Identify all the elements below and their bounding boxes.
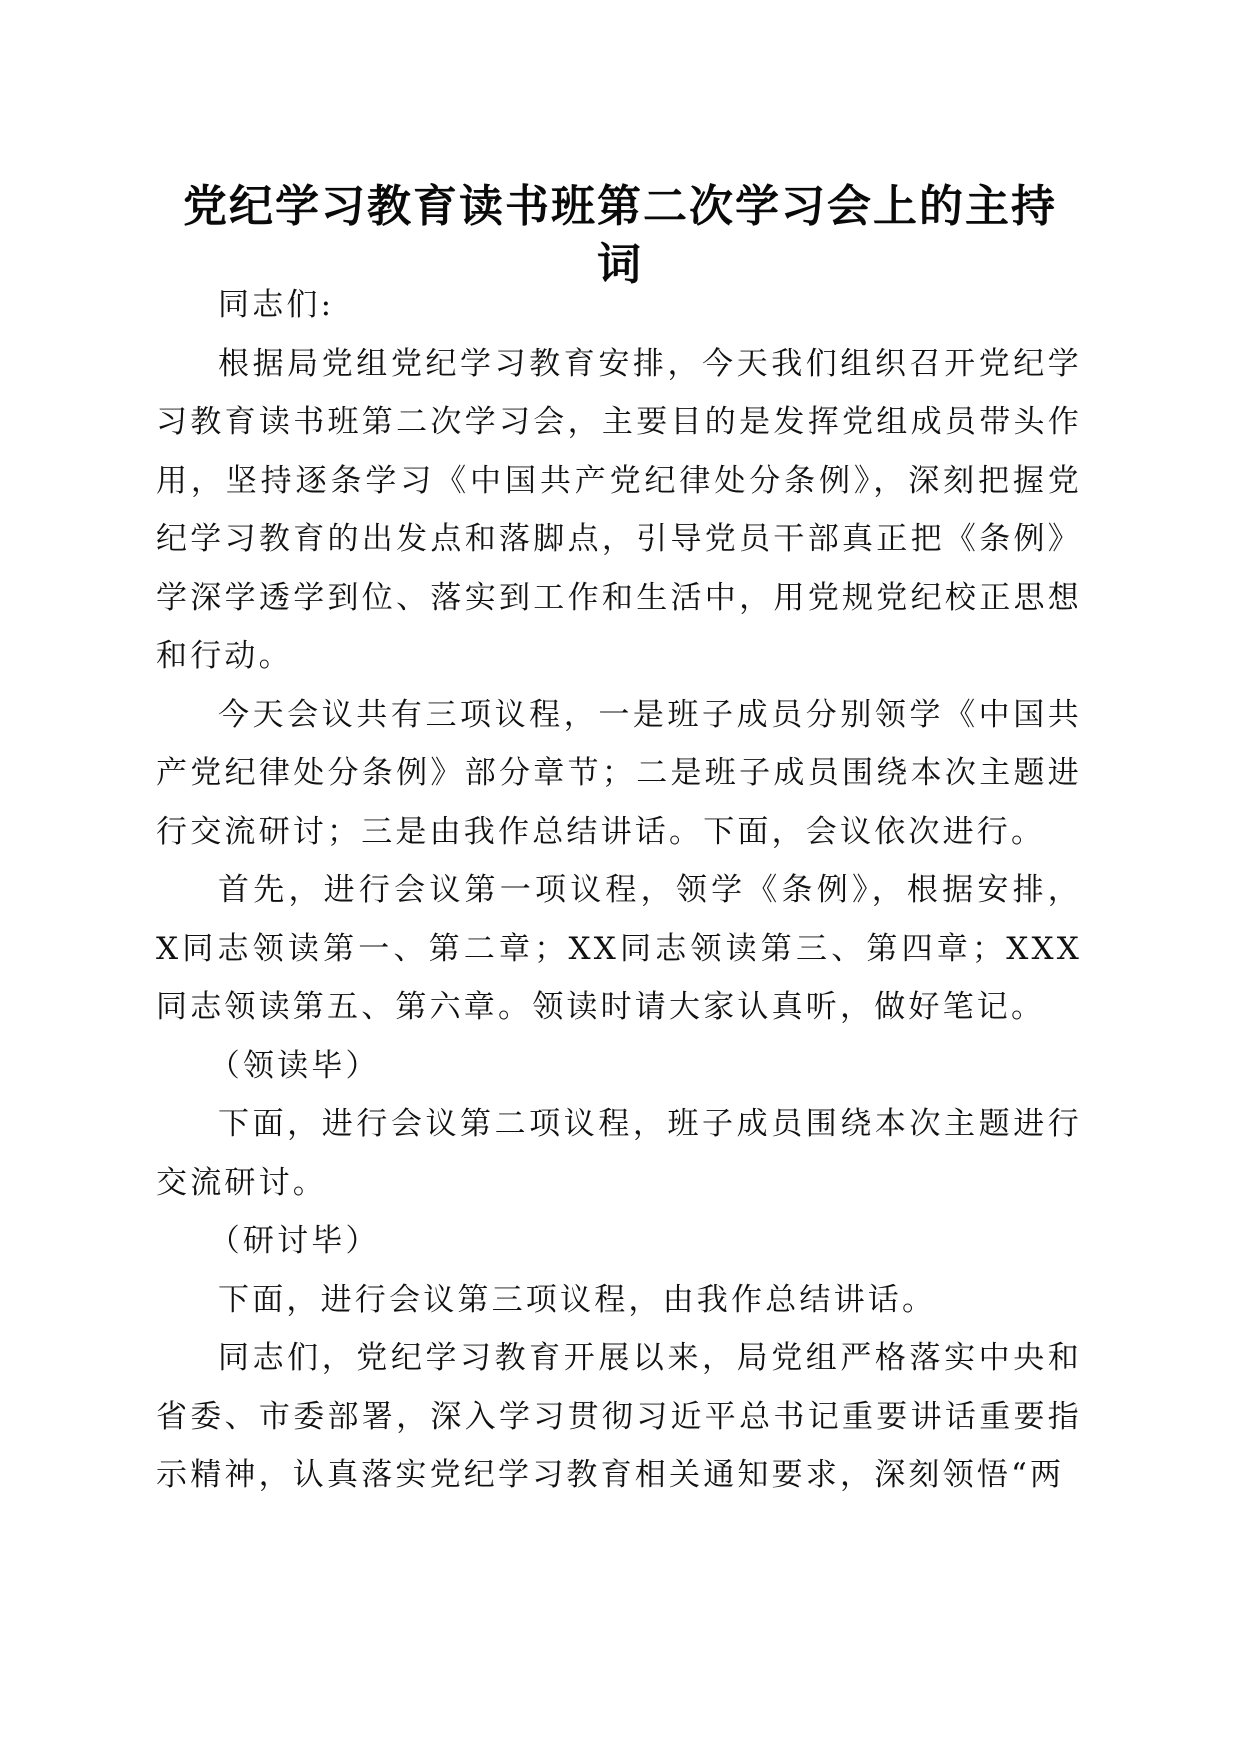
paragraph-second-item: 下面，进行会议第二项议程，班子成员围绕本次主题进行交流研讨。 bbox=[156, 1106, 1082, 1201]
stage-note-discussion-done: （研讨毕） bbox=[208, 1223, 380, 1259]
document-title: 党纪学习教育读书班第二次学习会上的主持词 bbox=[183, 181, 1057, 290]
stage-note-reading-done: （领读毕） bbox=[208, 1047, 380, 1084]
salutation: 同志们: bbox=[218, 287, 335, 323]
paragraph-purpose: 根据局党组党纪学习教育安排，今天我们组织召开党纪学习教育读书班第二次学习会，主要目的是发挥党组成员带头作用，坚持逐条学习《中国共产党纪律处分条例》，深刻把握党纪学习教育的出发点和落脚点，引导党员干部真正把《条例》学深学透学到位、落实到工作和生活中，用党规党纪校正思想和行动。 bbox=[156, 345, 1082, 674]
paragraph-summary-speech: 同志们，党纪学习教育开展以来，局党组严格落实中央和省委、市委部署，深入学习贯彻习近平总书记重要讲话重要指示精神，认真落实党纪学习教育相关通知要求，深刻领悟“两 bbox=[156, 1340, 1082, 1493]
paragraph-first-item: 首先，进行会议第一项议程，领学《条例》，根据安排，X同志领读第一、第二章；XX同志领读第三、第四章；XXX同志领读第五、第六章。领读时请大家认真听，做好笔记。 bbox=[156, 872, 1082, 1025]
paragraph-agenda: 今天会议共有三项议程，一是班子成员分别领学《中国共产党纪律处分条例》部分章节；二是班子成员围绕本次主题进行交流研讨；三是由我作总结讲话。下面，会议依次进行。 bbox=[156, 696, 1082, 850]
paragraph-third-item: 下面，进行会议第三项议程，由我作总结讲话。 bbox=[218, 1281, 937, 1318]
document-body bbox=[156, 276, 1082, 1505]
